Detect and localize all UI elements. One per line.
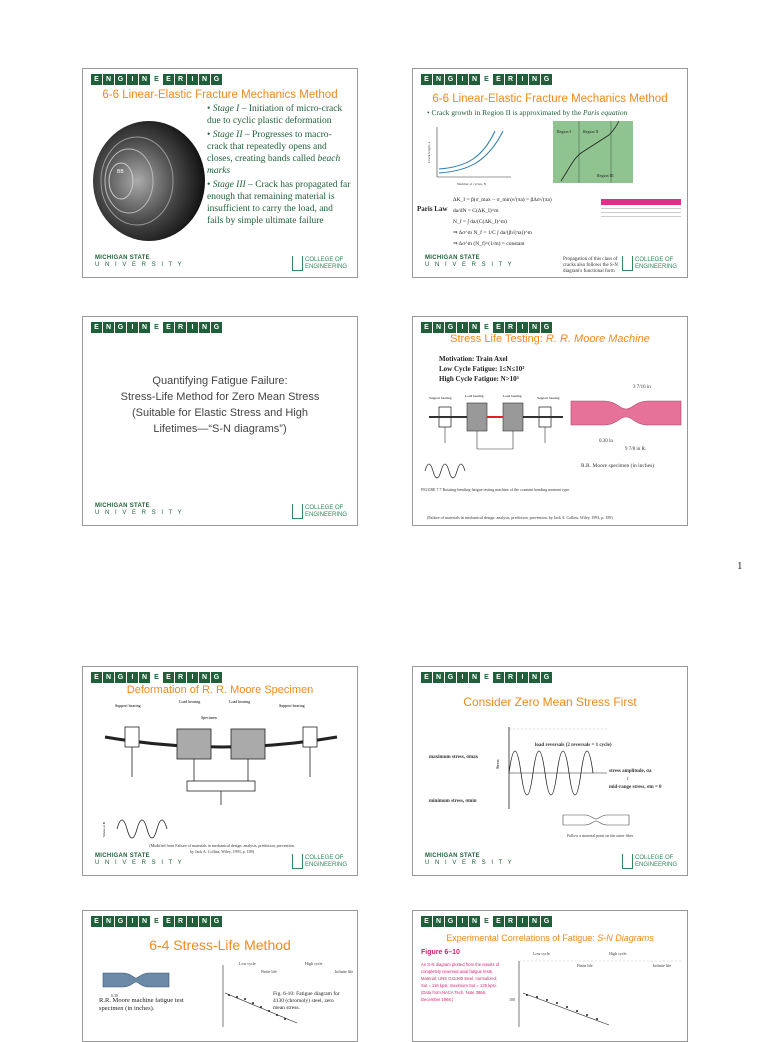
banner-letter: I: [457, 916, 468, 927]
moore-specimen-drawing: [569, 389, 683, 439]
banner-letter: N: [469, 322, 480, 333]
finite-life-label: Finite life: [261, 969, 277, 974]
deformation-drawing: [97, 697, 345, 843]
banner-letter: N: [139, 74, 150, 85]
banner-letter: N: [529, 916, 540, 927]
high-cycle-label: High cycle: [609, 951, 627, 956]
moore-machine-drawing: [421, 387, 571, 481]
banner-letter: G: [115, 322, 126, 333]
banner-letter: I: [457, 322, 468, 333]
svg-text:Load bearing: Load bearing: [503, 394, 522, 398]
svg-text:Load bearing: Load bearing: [465, 394, 484, 398]
max-stress-label: maximum stress, σmax: [429, 755, 479, 760]
banner-letter: G: [541, 74, 552, 85]
banner-letter: N: [199, 916, 210, 927]
banner-letter: N: [529, 672, 540, 683]
small-specimen-icon: [561, 809, 631, 831]
banner-letter: E: [493, 916, 504, 927]
banner-letter: N: [139, 916, 150, 927]
banner-letter: G: [211, 74, 222, 85]
fatigue-regimes: Motivation: Train Axel Low Cycle Fatigue: 1≤N≤10³ High Cycle Fatigue: N>10³: [439, 355, 525, 383]
svg-text:Load bearing: Load bearing: [179, 699, 201, 704]
specimen-drawing: [101, 965, 171, 995]
specimen-caption: R.R. Moore specimen (in inches): [581, 463, 655, 469]
region-2-label: Region II: [583, 129, 599, 134]
banner-letter: N: [469, 74, 480, 85]
college-logo: COLLEGE OF ENGINEERING: [622, 854, 677, 869]
fracture-surface-photo: [89, 109, 207, 249]
slide-title: Consider Zero Mean Stress First: [463, 695, 637, 709]
paris-law-label: Paris Law: [417, 205, 448, 213]
midrange-label: mid-range stress, σm = 0: [609, 785, 662, 790]
figure-description: An S-N diagram plotted from the results of completely reversed axial fatigue tests. Material: UNS G41300 steel, normalized; Sut = 116 kpsi; maximum Sut = 125 kpsi. (Data from NACA Tech. Note 3866, December 1966.): [421, 962, 500, 1002]
banner-letter: E: [91, 74, 102, 85]
banner-letter: G: [115, 74, 126, 85]
banner-letter: E: [481, 74, 492, 85]
figure-label: Figure 6–10: [421, 949, 460, 956]
banner-letter: R: [175, 916, 186, 927]
banner-letter: R: [505, 322, 516, 333]
banner-letter: N: [103, 322, 114, 333]
banner-letter: E: [151, 322, 162, 333]
paris-equations: ΔK_I = β(σ_max − σ_min)√(πa) = βΔσ√(πa) da/dN = C(ΔK_I)^m N_f = ∫ da/(C(ΔK_I)^m) ⇒ Δσ^m N_f = 1/C ∫ da/(β√(πa))^m ⇒ Δσ^m (N_f)^(1/m) = constant: [453, 197, 552, 247]
msu-logo: MICHIGAN STATE U N I V E R S I T Y: [95, 503, 184, 516]
banner-letter: I: [127, 916, 138, 927]
low-cycle-label: Low cycle: [239, 961, 256, 966]
banner-letter: N: [433, 672, 444, 683]
banner-letter: I: [187, 916, 198, 927]
banner-letter: E: [163, 74, 174, 85]
banner-letter: E: [163, 672, 174, 683]
banner-letter: N: [529, 74, 540, 85]
banner-letter: E: [163, 322, 174, 333]
banner-letter: N: [433, 916, 444, 927]
banner-letter: R: [175, 322, 186, 333]
engineering-banner: [421, 74, 552, 85]
stage-bullets: [207, 103, 351, 229]
dim-length: 3 7/16 in: [633, 385, 651, 390]
slide-title: 6-6 Linear-Elastic Fracture Mechanics Method: [432, 93, 668, 105]
svg-text:Specimen: Specimen: [201, 715, 217, 720]
banner-letter: E: [481, 916, 492, 927]
college-logo: COLLEGE OF ENGINEERING: [292, 504, 347, 519]
reversals-label: load reversals (2 reversals = 1 cycle): [535, 743, 612, 748]
svg-text:Support bearing: Support bearing: [115, 703, 141, 708]
msu-logo: MICHIGAN STATE U N I V E R S I T Y: [95, 853, 184, 866]
banner-letter: E: [151, 672, 162, 683]
banner-letter: G: [445, 322, 456, 333]
engineering-banner: [91, 74, 222, 85]
slide-title: Experimental Correlations of Fatigue: S-N Diagrams: [446, 933, 654, 943]
banner-letter: N: [139, 322, 150, 333]
college-logo: COLLEGE OF ENGINEERING: [622, 256, 677, 271]
paris-bullet: • Crack growth in Region II is approximated by the Paris equation: [427, 108, 628, 117]
banner-letter: E: [493, 74, 504, 85]
banner-letter: I: [457, 672, 468, 683]
banner-letter: N: [139, 672, 150, 683]
banner-letter: N: [103, 74, 114, 85]
bullet-stage-2: • Stage II – Progresses to macro-crack that repeatedly opens and closes, creating bands called beach marks: [207, 130, 341, 176]
banner-letter: N: [103, 916, 114, 927]
banner-letter: R: [505, 74, 516, 85]
banner-letter: E: [493, 322, 504, 333]
region-1-label: Region I: [557, 129, 571, 134]
slide-rr-moore-machine: [412, 316, 688, 526]
bullet-stage-1: • Stage I – Initiation of micro-crack due to cyclic plastic deformation: [207, 104, 343, 126]
banner-letter: E: [481, 672, 492, 683]
banner-letter: E: [151, 74, 162, 85]
amplitude-label: stress amplitude, σa: [609, 769, 652, 774]
time-label: t: [627, 777, 629, 782]
crack-length-plot: [427, 123, 513, 187]
msu-logo: MICHIGAN STATE U N I V E R S I T Y: [95, 255, 184, 268]
banner-letter: R: [505, 916, 516, 927]
low-cycle-label: Low cycle: [533, 951, 550, 956]
min-stress-label: minimum stress, σmin: [429, 799, 477, 804]
svg-text:Support bearing: Support bearing: [429, 396, 452, 400]
slide-stress-life-method: [82, 910, 358, 1042]
banner-letter: I: [517, 916, 528, 927]
finite-life-label: Finite life: [577, 963, 593, 968]
banner-letter: E: [91, 916, 102, 927]
fig-caption: Fig. 6-10: Fatigue diagram for 4130 (chromoly) steel, zero mean stress.: [273, 991, 340, 1011]
banner-letter: E: [481, 322, 492, 333]
banner-letter: E: [421, 74, 432, 85]
engineering-banner: [91, 322, 222, 333]
page-number: 1: [737, 560, 743, 572]
crack-plot-xlabel: Number of cycles, N: [457, 182, 487, 186]
banner-letter: N: [469, 916, 480, 927]
section-heading: Quantifying Fatigue Failure: Stress-Life Method for Zero Mean Stress (Suitable for Elastic Stress and High Lifetimes—“S-N diagrams”): [120, 375, 320, 435]
banner-letter: G: [541, 322, 552, 333]
banner-letter: N: [433, 74, 444, 85]
banner-letter: I: [517, 672, 528, 683]
svg-text:Stress: Stress: [495, 759, 500, 769]
slide-quantifying-fatigue: [82, 316, 358, 526]
banner-letter: I: [127, 322, 138, 333]
banner-letter: G: [115, 916, 126, 927]
banner-letter: E: [91, 322, 102, 333]
banner-letter: G: [445, 74, 456, 85]
svg-text:Load bearing: Load bearing: [229, 699, 251, 704]
dim-radius: 9 7/8 in R.: [625, 447, 647, 452]
banner-letter: I: [127, 672, 138, 683]
banner-letter: G: [211, 322, 222, 333]
infinite-life-label: Infinite life: [335, 969, 354, 974]
banner-letter: G: [211, 916, 222, 927]
y-tick: 100: [509, 997, 515, 1002]
engineering-banner: [91, 672, 222, 683]
stress-cycle-plot: [489, 723, 609, 813]
banner-letter: E: [493, 672, 504, 683]
banner-letter: G: [445, 672, 456, 683]
slide-zero-mean-stress: [412, 666, 688, 876]
bullet-stage-3: • Stage III – Crack has propagated far enough that remaining material is insufficient to carry the load, and fails by simple ultimate failure: [207, 180, 351, 226]
banner-letter: I: [517, 74, 528, 85]
slide-sn-diagrams: [412, 910, 688, 1042]
banner-letter: E: [421, 322, 432, 333]
engineering-banner: [421, 322, 552, 333]
banner-letter: N: [199, 74, 210, 85]
svg-text:Support bearing: Support bearing: [537, 396, 560, 400]
slide-title: 6-6 Linear-Elastic Fracture Mechanics Method: [102, 89, 338, 101]
banner-letter: E: [91, 672, 102, 683]
svg-text:Support bearing: Support bearing: [279, 703, 305, 708]
banner-letter: G: [115, 672, 126, 683]
source-citation: (Failure of materials in mechanical design: analysis, prediction, prevention, by Jack A. Collins, Wiley, 1993, p. 189): [427, 515, 613, 520]
banner-letter: N: [469, 672, 480, 683]
msu-logo: MICHIGAN STATE U N I V E R S I T Y: [425, 853, 514, 866]
region-3-label: Region III: [597, 173, 614, 178]
engineering-banner: [421, 672, 552, 683]
banner-letter: I: [127, 74, 138, 85]
svg-text:Stress at B: Stress at B: [102, 822, 106, 837]
banner-letter: I: [517, 322, 528, 333]
banner-letter: N: [529, 322, 540, 333]
propagation-note: Propagation of this class of cracks also follows the S-N diagram's functional form: [563, 257, 618, 274]
slide-moore-deformation: [82, 666, 358, 876]
banner-letter: G: [541, 916, 552, 927]
banner-letter: R: [175, 672, 186, 683]
banner-letter: R: [505, 672, 516, 683]
svg-text:BB: BB: [117, 169, 124, 175]
banner-letter: E: [421, 916, 432, 927]
banner-letter: R: [175, 74, 186, 85]
banner-letter: G: [211, 672, 222, 683]
figure-caption: FIGURE 7.7 Rotating-bending fatigue testing machine of the constant bending moment type.: [421, 487, 571, 492]
msu-logo: MICHIGAN STATE U N I V E R S I T Y: [425, 255, 514, 268]
crack-plot-ylabel: Crack length, a: [427, 141, 431, 163]
high-cycle-label: High cycle: [305, 961, 323, 966]
slide-title: 6-4 Stress-Life Method: [149, 937, 291, 953]
banner-letter: E: [151, 916, 162, 927]
engineering-banner: [421, 916, 552, 927]
college-logo: COLLEGE OF ENGINEERING: [292, 256, 347, 271]
slide-fracture-mechanics-2: [412, 68, 688, 278]
slide-title: Deformation of R. R. Moore Specimen: [126, 684, 314, 696]
banner-letter: G: [541, 672, 552, 683]
slide-title: Stress Life Testing: R. R. Moore Machine: [450, 333, 650, 345]
slide-fracture-mechanics-1: [82, 68, 358, 278]
banner-letter: I: [457, 74, 468, 85]
engineering-banner: [91, 916, 222, 927]
specimen-dim: 0.30: [111, 993, 118, 998]
banner-letter: N: [103, 672, 114, 683]
material-table: [601, 199, 681, 225]
banner-letter: I: [187, 74, 198, 85]
dim-diameter: 0.30 in: [599, 439, 613, 444]
banner-letter: N: [199, 672, 210, 683]
banner-letter: I: [187, 322, 198, 333]
banner-letter: G: [445, 916, 456, 927]
college-logo: COLLEGE OF ENGINEERING: [292, 854, 347, 869]
infinite-life-label: Infinite life: [653, 963, 672, 968]
banner-letter: N: [199, 322, 210, 333]
banner-letter: E: [421, 672, 432, 683]
crack-growth-rate-plot: [539, 119, 637, 191]
banner-letter: E: [163, 916, 174, 927]
banner-letter: N: [433, 322, 444, 333]
source-citation: (Modified from Failure of materials in mechanical design: analysis, prediction, prevention, by Jack A. Collins, Wiley, 1993, p. 189): [149, 843, 295, 854]
follow-point-note: Follow a material point on the outer fiber: [566, 833, 634, 838]
specimen-caption: R.R. Moore machine fatigue test specimen (in inches).: [99, 997, 184, 1012]
banner-letter: I: [187, 672, 198, 683]
